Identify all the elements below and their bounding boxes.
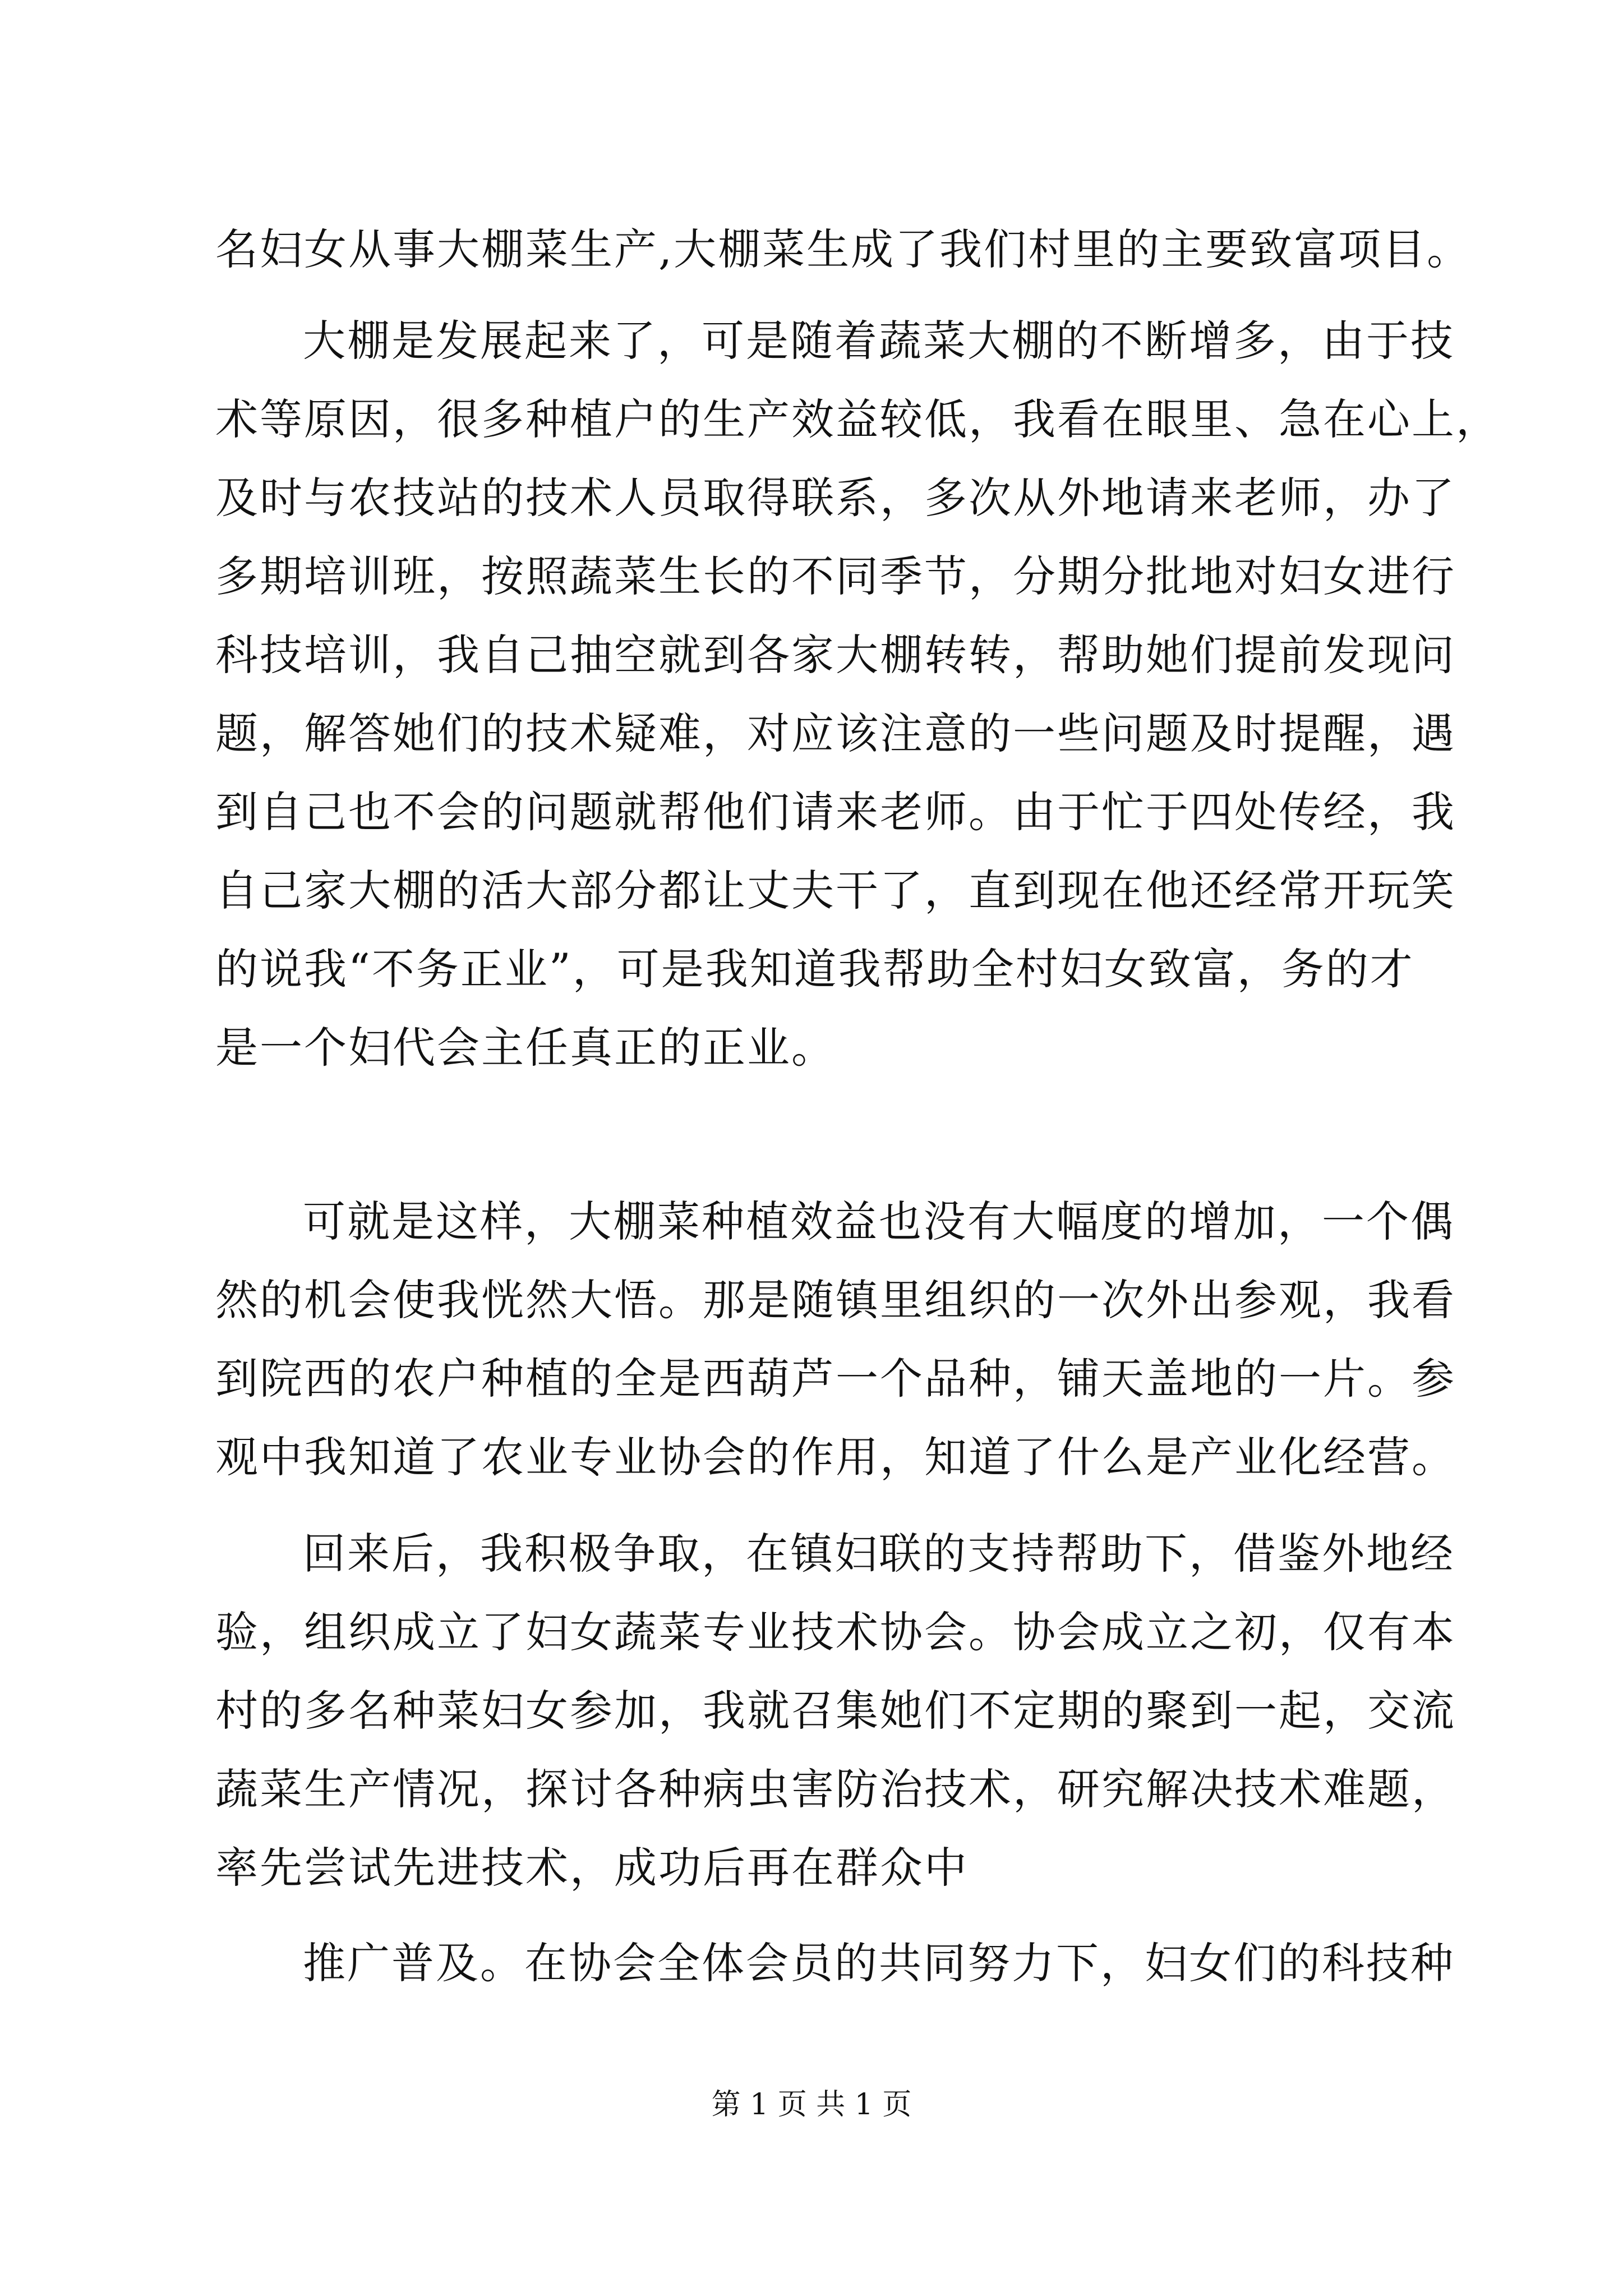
text-line: 蔬菜生产情况，探讨各种病虫害防治技术，研究解决技术难题， [215, 1764, 1456, 1814]
text-line: 术等原因，很多种植户的生产效益较低，我看在眼里、急在心上， [215, 394, 1500, 444]
text-line: 的说我“不务正业”，可是我知道我帮助全村妇女致富，务的才 [215, 944, 1414, 994]
text-line: 观中我知道了农业专业协会的作用，知道了什么是产业化经营。 [215, 1432, 1456, 1482]
text-line: 题，解答她们的技术疑难，对应该注意的一些问题及时提醒，遇 [215, 708, 1456, 758]
text-line: 是一个妇代会主任真正的正业。 [215, 1023, 836, 1073]
paragraph-start-line: 可就是这样，大棚菜种植效益也没有大幅度的增加，一个偶 [303, 1197, 1455, 1246]
text-line: 名妇女从事大棚菜生产,大棚菜生成了我们村里的主要致富项目。 [215, 224, 1472, 274]
text-line: 验，组织成立了妇女蔬菜专业技术协会。协会成立之初，仅有本 [215, 1607, 1456, 1657]
text-line: 及时与农技站的技术人员取得联系，多次从外地请来老师，办了 [215, 473, 1456, 523]
page-footer: 第 1 页 共 1 页 [711, 2088, 912, 2122]
text-line: 多期培训班，按照蔬菜生长的不同季节，分期分批地对妇女进行 [215, 551, 1456, 601]
text-line: 到院西的农户种植的全是西葫芦一个品种，铺天盖地的一片。参 [215, 1354, 1456, 1404]
text-line: 自己家大棚的活大部分都让丈夫干了，直到现在他还经常开玩笑 [215, 866, 1456, 915]
paragraph-start-line: 推广普及。在协会全体会员的共同努力下，妇女们的科技种 [303, 1938, 1455, 1988]
text-line: 率先尝试先进技术，成功后再在群众中 [215, 1843, 969, 1893]
paragraph-start-line: 大棚是发展起来了，可是随着蔬菜大棚的不断增多，由于技 [303, 316, 1455, 366]
text-line: 然的机会使我恍然大悟。那是随镇里组织的一次外出参观，我看 [215, 1275, 1456, 1325]
text-line: 科技培训，我自己抽空就到各家大棚转转，帮助她们提前发现问 [215, 630, 1456, 680]
text-line: 到自己也不会的问题就帮他们请来老师。由于忙于四处传经，我 [215, 787, 1456, 837]
text-line: 村的多名种菜妇女参加，我就召集她们不定期的聚到一起，交流 [215, 1686, 1456, 1736]
paragraph-start-line: 回来后，我积极争取，在镇妇联的支持帮助下，借鉴外地经 [303, 1529, 1455, 1579]
